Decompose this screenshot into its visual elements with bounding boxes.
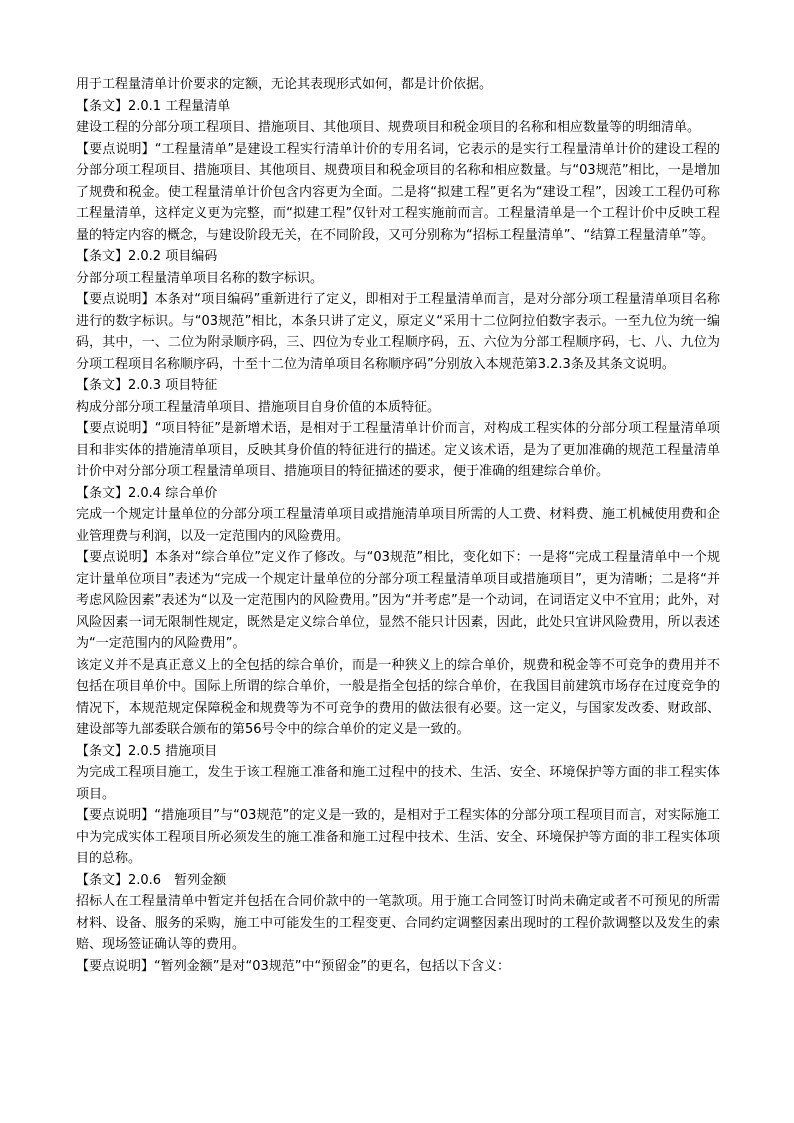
explanation-2-0-5: 【要点说明】“措施项目”与“03规范”的定义是一致的，是相对于工程实体的分部分项工程项目而言，对实际施工中为完成实体工程项目所必须发生的施工准备和施工过程中技术、生活、安全、环境保护等方面的非工程实体项目的总称。: [76, 808, 720, 866]
explanation-2-0-3: 【要点说明】“项目特征”是新增术语，是相对于工程量清单计价而言，对构成工程实体的分部分项工程量清单项目和非实体的措施清单项目，反映其身价值的特征进行的描述。定义该术语，是为了更加准确的规范工程量清单计价中对分部分项工程量清单项目、措施项目的特征描述的要求，便于准确的组建综合单价。: [76, 421, 720, 479]
clause-text-2-0-3: 构成分部分项工程量清单项目、措施项目自身价值的本质特征。: [76, 399, 441, 415]
clause-heading-2-0-4: 【条文】2.0.4 综合单价: [76, 485, 218, 501]
paragraph-intro: 用于工程量清单计价要求的定额，无论其表现形式如何，都是计价依据。: [76, 77, 493, 92]
clause-heading-2-0-1: 【条文】2.0.1 工程量清单: [76, 98, 231, 114]
clause-text-2-0-4: 完成一个规定计量单位的分部分项工程量清单项目或措施清单项目所需的人工费、材料费、施工机械使用费和企业管理费与利润，以及一定范围内的风险费用。: [76, 507, 720, 544]
document-page: [76, 74, 720, 977]
clause-text-2-0-5: 为完成工程项目施工，发生于该工程施工准备和施工过程中的技术、生活、安全、环境保护等方面的非工程实体项目。: [76, 765, 720, 802]
clause-text-2-0-2: 分部分项工程量清单项目名称的数字标识。: [76, 270, 324, 286]
explanation-2-0-4: 【要点说明】本条对“综合单位”定义作了修改。与“03规范”相比，变化如下：一是将“完成工程量清单中一个规定计量单位项目”表述为“完成一个规定计量单位的分部分项工程量清单项目或措施项目”，更为清晰；二是将“并考虑风险因素”表述为“以及一定范围内的风险费用。”因为“并考虑”是一个动词，在词语定义中不宜用；此外，对风险因素一词无限制性规定，既然是定义综合单位，显然不能只计因素，因此，此处只宜讲风险费用，所以表述为“一定范围内的风险费用”。: [76, 550, 720, 651]
clause-text-2-0-6: 招标人在工程量清单中暂定并包括在合同价款中的一笔款项。用于施工合同签订时尚未确定或者不可预见的所需材料、设备、服务的采购，施工中可能发生的工程变更、合同约定调整因素出现时的工程价款调整以及发生的索赔、现场签证确认等的费用。: [76, 894, 720, 952]
explanation-2-0-6: 【要点说明】“暂列金额”是对“03规范”中“预留金”的更名，包括以下含义：: [76, 958, 510, 974]
explanation-2-0-4-continued: 该定义并不是真正意义上的全包括的综合单价，而是一种狭义上的综合单价，规费和税金等不可竞争的费用并不包括在项目单价中。国际上所谓的综合单价，一般是指全包括的综合单价，在我国目前建筑市场存在过度竞争的情况下，本规范规定保障税金和规费等为不可竞争的费用的做法很有必要。这一定义，与国家发改委、财政部、建设部等九部委联合颁布的第56号令中的综合单价的定义是一致的。: [76, 657, 720, 737]
clause-heading-2-0-5: 【条文】2.0.5 措施项目: [76, 743, 218, 759]
clause-text-2-0-1: 建设工程的分部分项工程项目、措施项目、其他项目、规费项目和税金项目的名称和相应数量等的明细清单。: [76, 120, 701, 135]
explanation-2-0-1: 【要点说明】“工程量清单”是建设工程实行清单计价的专用名词，它表示的是实行工程量清单计价的建设工程的分部分项工程项目、措施项目、其他项目、规费项目和税金项目的名称和相应数量。与“03规范”相比，一是增加了规费和税金。使工程量清单计价包含内容更为全面。二是将“拟建工程”更名为“建设工程”，因竣工工程仍可称工程量清单，这样定义更为完整，而“拟建工程”仅针对工程实施前而言。工程量清单是一个工程计价中反映工程量的特定内容的概念，与建设阶段无关，在不同阶段，又可分别称为“招标工程量清单”、“结算工程量清单”等。: [76, 141, 720, 243]
explanation-2-0-2: 【要点说明】本条对“项目编码”重新进行了定义，即相对于工程量清单而言，是对分部分项工程量清单项目名称进行的数字标识。与“03规范”相比，本条只讲了定义，原定义“采用十二位阿拉伯数字表示。一至九位为统一编码，其中，一、二位为附录顺序码，三、四位为专业工程顺序码，五、六位为分部工程顺序码，七、八、九位为分项工程项目名称顺序码，十至十二位为清单项目名称顺序码”分别放入本规范第3.2.3条及其条文说明。: [76, 292, 720, 372]
clause-heading-2-0-6: 【条文】2.0.6 暂列金额: [76, 872, 227, 888]
clause-heading-2-0-2: 【条文】2.0.2 项目编码: [76, 249, 218, 264]
clause-heading-2-0-3: 【条文】2.0.3 项目特征: [76, 378, 218, 393]
